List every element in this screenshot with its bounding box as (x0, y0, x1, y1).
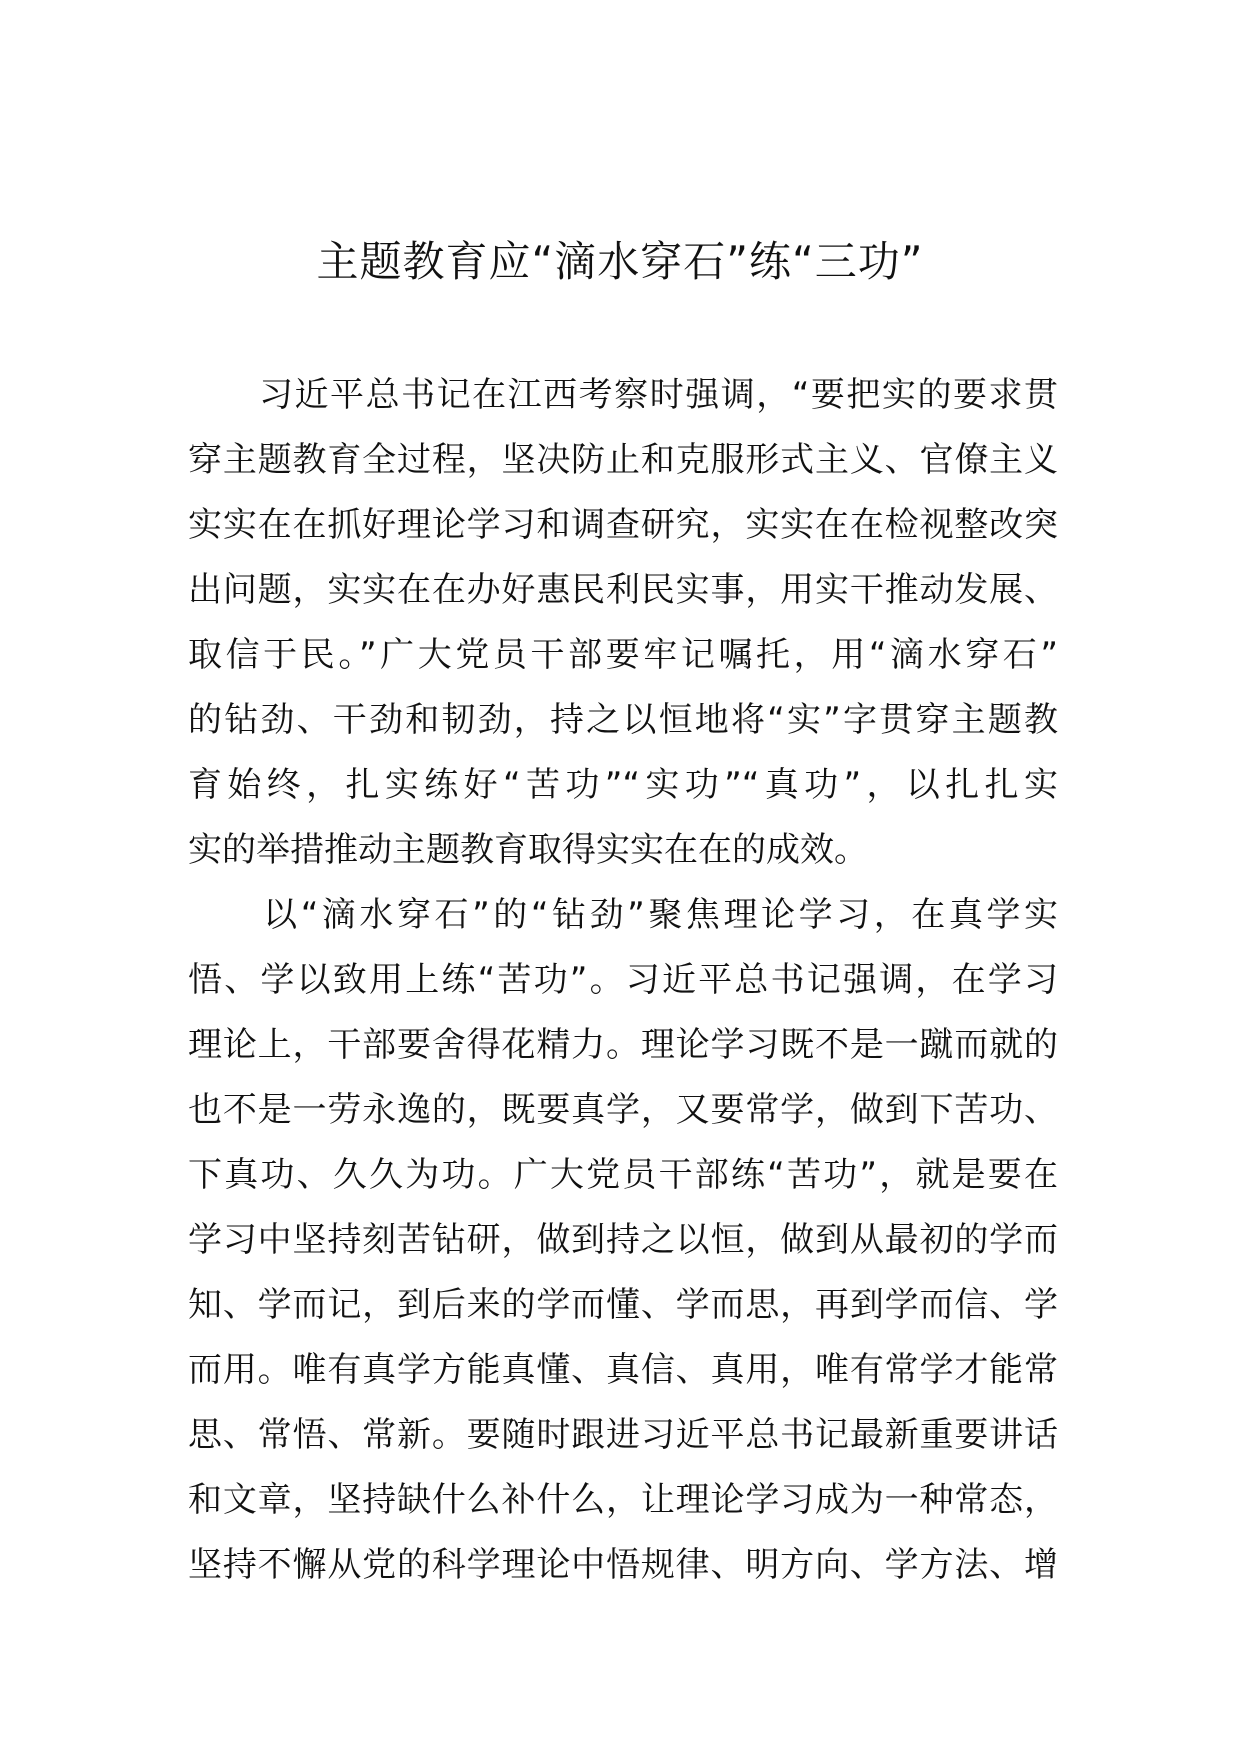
text-line: 以“滴水穿石”的“钻劲”聚焦理论学习，在真学实 (188, 895, 1058, 935)
text-line: 学习中坚持刻苦钻研，做到持之以恒，做到从最初的学而 (188, 1220, 1058, 1260)
text-line: 的钻劲、干劲和韧劲，持之以恒地将“实”字贯穿主题教 (188, 700, 1058, 740)
text-line: 下真功、久久为功。广大党员干部练“苦功”，就是要在 (188, 1155, 1058, 1195)
text-line: 思、常悟、常新。要随时跟进习近平总书记最新重要讲话 (188, 1415, 1058, 1455)
text-line: 知、学而记，到后来的学而懂、学而思，再到学而信、学 (188, 1285, 1058, 1325)
text-line: 习近平总书记在江西考察时强调，“要把实的要求贯 (188, 375, 1058, 415)
document-title: 主题教育应“滴水穿石”练“三功” (316, 237, 924, 286)
text-line: 育始终，扎实练好“苦功”“实功”“真功”，以扎扎实 (188, 765, 1058, 805)
text-line: 悟、学以致用上练“苦功”。习近平总书记强调，在学习 (188, 960, 1058, 1000)
text-line: 实实在在抓好理论学习和调查研究，实实在在检视整改突 (188, 505, 1058, 545)
text-line: 理论上，干部要舍得花精力。理论学习既不是一蹴而就的 (188, 1025, 1058, 1065)
document-body (188, 363, 1058, 1598)
text-line: 而用。唯有真学方能真懂、真信、真用，唯有常学才能常 (188, 1350, 1058, 1390)
text-line: 出问题，实实在在办好惠民利民实事，用实干推动发展、 (188, 570, 1058, 610)
text-line: 穿主题教育全过程，坚决防止和克服形式主义、官僚主义 (188, 440, 1058, 480)
text-line: 取信于民。”广大党员干部要牢记嘱托，用“滴水穿石” (188, 635, 1058, 675)
text-line: 坚持不懈从党的科学理论中悟规律、明方向、学方法、增 (188, 1545, 1058, 1585)
text-line: 和文章，坚持缺什么补什么，让理论学习成为一种常态， (188, 1480, 1058, 1520)
text-line: 也不是一劳永逸的，既要真学，又要常学，做到下苦功、 (188, 1090, 1058, 1130)
text-line: 实的举措推动主题教育取得实实在在的成效。 (188, 830, 868, 870)
